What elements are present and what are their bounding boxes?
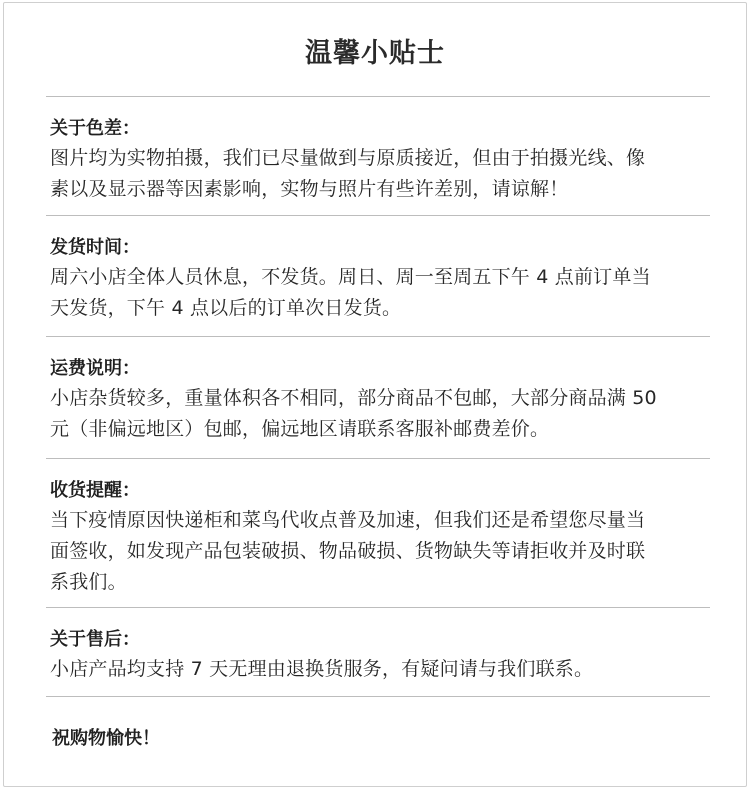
section-body bbox=[50, 383, 714, 445]
section-heading: 发货时间： bbox=[50, 237, 140, 258]
section-after-sales bbox=[50, 626, 714, 685]
section-body bbox=[50, 505, 714, 598]
section-heading: 关于售后： bbox=[50, 629, 140, 650]
body-line: 当下疫情原因快递柜和菜鸟代收点普及加速，但我们还是希望您尽量当 bbox=[50, 509, 646, 531]
section-body bbox=[50, 654, 714, 685]
body-line: 面签收，如发现产品包装破损、物品破损、货物缺失等请拒收并及时联 bbox=[50, 540, 646, 562]
page-title: 温馨小贴士 bbox=[305, 38, 445, 69]
section-heading: 收货提醒： bbox=[50, 480, 140, 501]
section-heading: 关于色差： bbox=[50, 118, 140, 139]
body-line: 小店杂货较多，重量体积各不相同，部分商品不包邮，大部分商品满 50 bbox=[50, 387, 657, 409]
section-color-difference bbox=[50, 115, 714, 205]
divider bbox=[46, 96, 710, 97]
divider bbox=[46, 215, 710, 216]
body-line: 元（非偏远地区）包邮，偏远地区请联系客服补邮费差价。 bbox=[50, 418, 550, 440]
body-line: 天发货，下午 4 点以后的订单次日发货。 bbox=[50, 297, 402, 319]
body-line: 系我们。 bbox=[50, 571, 127, 593]
closing-message: 祝购物愉快！ bbox=[52, 728, 160, 749]
tips-card bbox=[3, 2, 747, 787]
divider bbox=[46, 336, 710, 337]
divider bbox=[46, 458, 710, 459]
section-heading: 运费说明： bbox=[50, 358, 140, 379]
body-line: 图片均为实物拍摄，我们已尽量做到与原质接近，但由于拍摄光线、像 bbox=[50, 147, 646, 169]
body-line: 小店产品均支持 7 天无理由退换货服务，有疑问请与我们联系。 bbox=[50, 658, 594, 680]
divider bbox=[46, 696, 710, 697]
section-body bbox=[50, 262, 714, 324]
section-shipping-time bbox=[50, 234, 714, 324]
section-shipping-fee bbox=[50, 355, 714, 445]
body-line: 周六小店全体人员休息，不发货。周日、周一至周五下午 4 点前订单当 bbox=[50, 266, 651, 288]
body-line: 素以及显示器等因素影响，实物与照片有些许差别，请谅解！ bbox=[50, 178, 569, 200]
divider bbox=[46, 607, 710, 608]
section-body bbox=[50, 143, 714, 205]
section-delivery-reminder bbox=[50, 477, 714, 598]
